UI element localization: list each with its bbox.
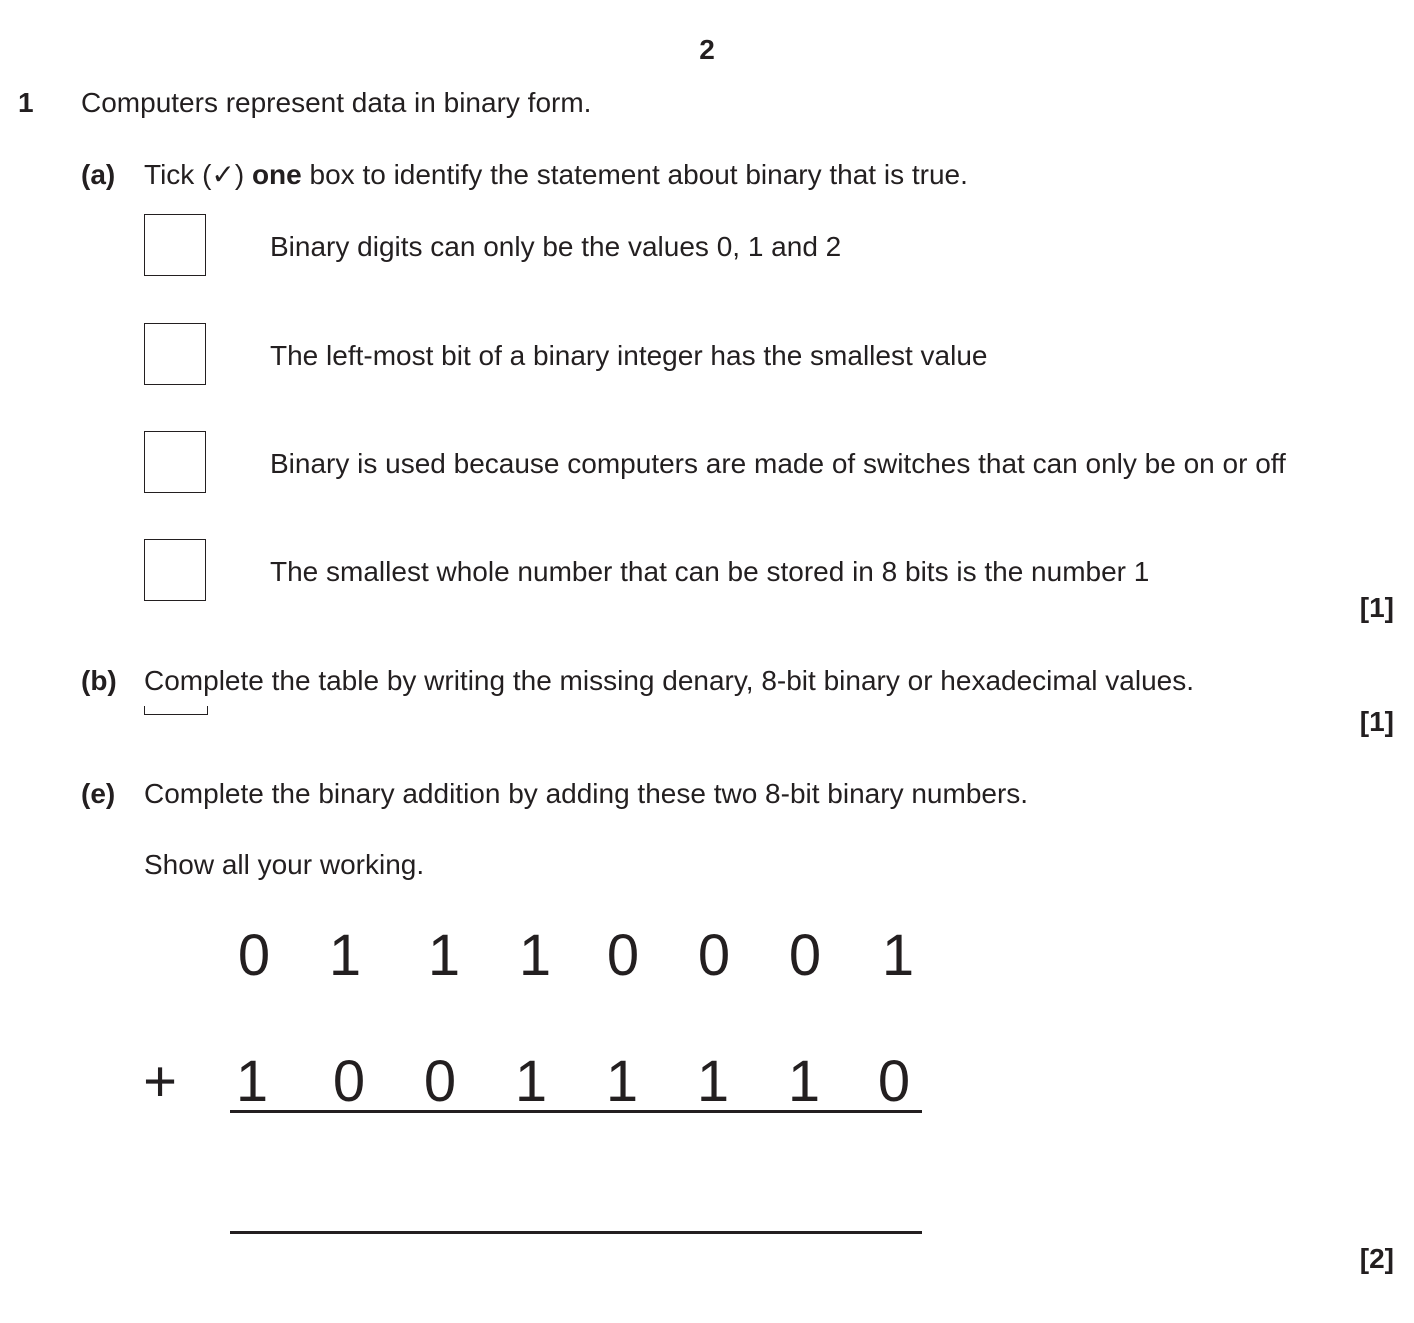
- addition-rule-top: [230, 1110, 922, 1113]
- row2-digit-3: 0: [423, 1049, 457, 1114]
- part-e-marks: [2]: [1359, 1243, 1394, 1274]
- row1-digit-2: 1: [328, 923, 362, 988]
- row2-digit-8: 0: [877, 1049, 911, 1114]
- row2-digit-6: 1: [696, 1049, 730, 1114]
- tick-box-option-2[interactable]: [144, 323, 206, 385]
- part-a-marks: [1]: [1359, 592, 1394, 623]
- row1-digit-5: 0: [606, 923, 640, 988]
- tick-box-option-4[interactable]: [144, 539, 206, 601]
- working-note: Show all your working.: [144, 849, 425, 880]
- answer-line[interactable]: [230, 1231, 922, 1234]
- option-4-text: The smallest whole number that can be stored in 8 bits is the number 1: [270, 556, 1150, 587]
- part-a-instruction-pre: Tick (✓): [144, 159, 252, 190]
- row2-digit-2: 0: [332, 1049, 366, 1114]
- tick-box-option-1[interactable]: [144, 214, 206, 276]
- row1-digit-8: 1: [881, 923, 915, 988]
- row2-digit-4: 1: [514, 1049, 548, 1114]
- option-2-text: The left-most bit of a binary integer has the smallest value: [270, 340, 988, 371]
- option-1-text: Binary digits can only be the values 0, 1 and 2: [270, 231, 842, 262]
- row1-digit-4: 1: [518, 923, 552, 988]
- row2-digit-7: 1: [787, 1049, 821, 1114]
- part-a-instruction-bold: one: [251, 159, 302, 190]
- row2-digit-1: 1: [235, 1049, 269, 1114]
- question-stem: Computers represent data in binary form.: [81, 87, 592, 118]
- row1-digit-6: 0: [697, 923, 731, 988]
- row1-digit-1: 0: [237, 923, 271, 988]
- row2-digit-5: 1: [605, 1049, 639, 1114]
- tick-box-option-3[interactable]: [144, 431, 206, 493]
- plus-operator: +: [143, 1049, 177, 1114]
- row1-digit-7: 0: [788, 923, 822, 988]
- part-b-instruction: Complete the table by writing the missing denary, 8-bit binary or hexadecimal values.: [144, 665, 1194, 696]
- part-a-instruction-post: box to identify the statement about binary that is true.: [301, 159, 968, 190]
- part-b-marks: [1]: [1359, 706, 1394, 737]
- part-e-instruction: Complete the binary addition by adding these two 8-bit binary numbers.: [144, 778, 1029, 809]
- table-fragment: [144, 706, 208, 715]
- page-number: 2: [699, 34, 715, 65]
- part-e-label: (e): [81, 778, 116, 809]
- part-a-label: (a): [81, 159, 116, 190]
- question-number: 1: [18, 87, 34, 118]
- row1-digit-3: 1: [427, 923, 461, 988]
- part-b-label: (b): [81, 665, 117, 696]
- part-a-instruction: [144, 158, 968, 192]
- option-3-text: Binary is used because computers are made of switches that can only be on or off: [270, 448, 1286, 479]
